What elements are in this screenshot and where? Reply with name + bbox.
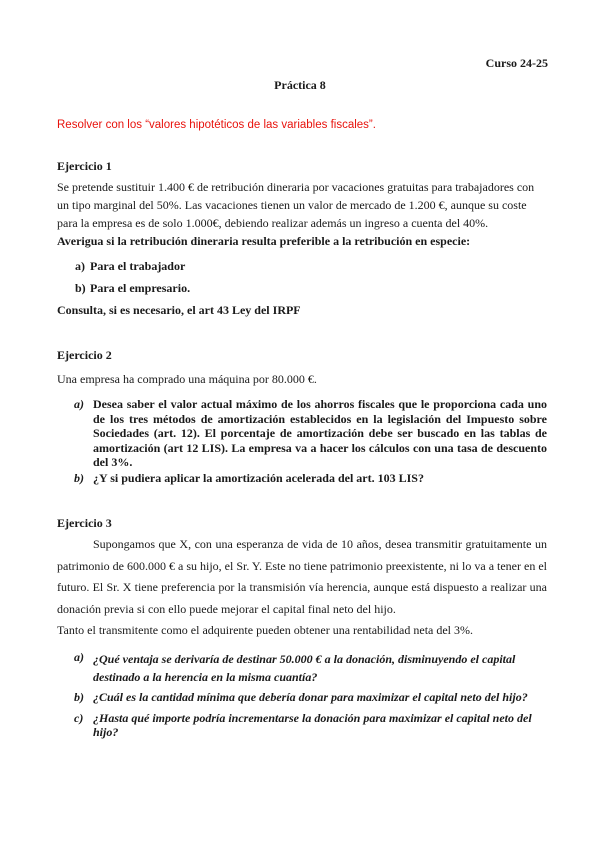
item-marker: a) [75, 259, 85, 273]
course-label: Curso 24-25 [485, 56, 548, 70]
exercise-1-note: Consulta, si es necesario, el art 43 Ley del IRPF [57, 303, 301, 317]
item-text: ¿Y si pudiera aplicar la amortización acelerada del art. 103 LIS? [93, 471, 424, 485]
item-marker: b) [74, 690, 84, 704]
item-marker: b) [74, 471, 84, 485]
item-text: ¿Hasta qué importe podría incrementarse la donación para maximizar el capital neto del hijo? [93, 711, 532, 739]
item-text: Para el empresario. [90, 281, 191, 295]
item-marker: b) [75, 281, 86, 295]
instruction-text: Resolver con los “valores hipotéticos de las variables fiscales”. [57, 119, 376, 131]
exercise-1-heading: Ejercicio 1 [57, 159, 112, 173]
exercise-1-text: Se pretende sustituir 1.400 € de retribución dineraria por vacaciones gratuitas para trabajadores con un tipo marginal del 50%. Las vacaciones tienen un valor de mercado de 1.200 €, aunque su coste para la empresa es de solo 1.000€, debiendo realizar además un ingreso a cuenta del 40%. [57, 180, 535, 230]
exercise-2-intro: Una empresa ha comprado una máquina por 80.000 €. [57, 372, 317, 386]
exercise-3-heading: Ejercicio 3 [57, 516, 112, 530]
item-marker: a) [74, 650, 84, 664]
item-text: Para el trabajador [90, 259, 186, 273]
exercise-2-heading: Ejercicio 2 [57, 348, 112, 362]
item-marker: c) [74, 711, 84, 725]
exercise-2-item-a [57, 397, 547, 469]
item-text: ¿Qué ventaja se derivaría de destinar 50.000 € a la donación, disminuyendo el capital destinado a la herencia en la misma cuantía? [93, 652, 516, 684]
page-title: Práctica 8 [274, 78, 326, 92]
exercise-3-text-2: Tanto el transmitente como el adquirente pueden obtener una rentabilidad neta del 3%. [57, 623, 474, 637]
exercise-3-text: Supongamos que X, con una esperanza de vida de 10 años, desea transmitir gratuitamente un patrimonio de 600.000 € a su hijo, el Sr. Y. Este no tiene patrimonio preexistente, ni lo va a tener en el futuro. El Sr. X tiene preferencia por la transmisión vía herencia, aunque está dispuesto a realizar una donación previa si con ello puede mejorar el capital final neto del hijo. [57, 537, 547, 616]
item-text: Desea saber el valor actual máximo de los ahorros fiscales que le proporciona cada uno de los tres métodos de amortización establecidos en la legislación del Impuesto sobre Sociedades (art. 12). El porcentaje de amortización debe ser buscado en las tablas de amortización (art 12 LIS). La empresa va a hacer los cálculos con una tasa de descuento del 3%. [93, 397, 547, 469]
item-text: ¿Cuál es la cantidad mínima que debería donar para maximizar el capital neto del hijo? [93, 690, 528, 704]
exercise-1-question: Averigua si la retribución dineraria resulta preferible a la retribución en especie: [57, 234, 471, 248]
item-marker: a) [74, 397, 84, 411]
exercise-3-item-a [57, 650, 547, 686]
